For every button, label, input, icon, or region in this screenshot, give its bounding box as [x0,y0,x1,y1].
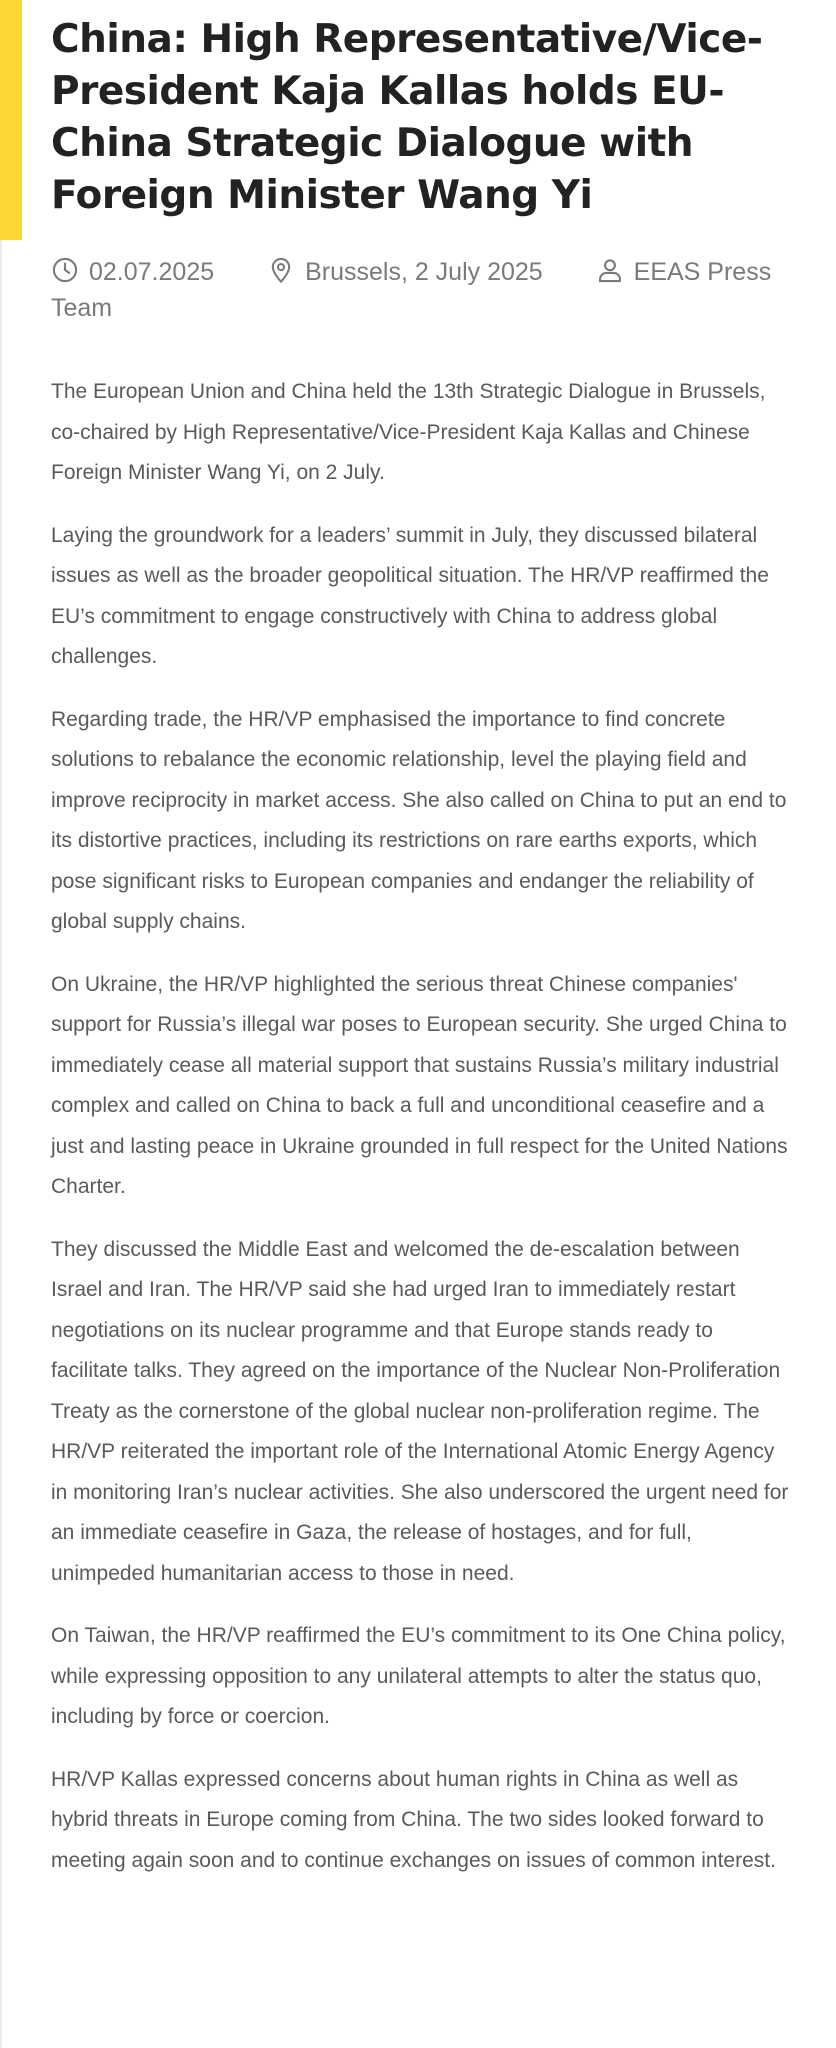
article [51,0,791,1903]
location-pin-icon [267,256,295,284]
article-paragraph: Regarding trade, the HR/VP emphasised the importance to find concrete solutions to rebalance the economic relationship, level the playing field and improve reciprocity in market access. She also called on China to put an end to its distortive practices, including its restrictions on rare earths exports, which pose significant risks to European companies and endanger the reliability of global supply chains. [51,707,787,933]
article-title: China: High Representative/Vice-President Kaja Kallas holds EU-China Strategic Dialogue with Foreign Minister Wang Yi [51,17,763,218]
meta-date [51,258,214,286]
left-border-line [0,0,2,2048]
article-body [51,372,791,1881]
clock-icon [51,256,79,284]
person-icon [596,256,624,284]
meta-date-text: 02.07.2025 [89,258,215,286]
title-accent-bar [0,0,22,240]
article-paragraph: They discussed the Middle East and welcomed the de-escalation between Israel and Iran. The HR/VP said she had urged Iran to immediately restart negotiations on its nuclear programme and that Europe stands ready to facilitate talks. They agreed on the importance of the Nuclear Non-Proliferation Treaty as the cornerstone of the global nuclear non-proliferation regime. The HR/VP reiterated the important role of the International Atomic Energy Agency in monitoring Iran’s nuclear activities. She also underscored the urgent need for an immediate ceasefire in Gaza, the release of hostages, and for full, unimpeded humanitarian access to those in need. [51,1237,789,1585]
article-paragraph: The European Union and China held the 13th Strategic Dialogue in Brussels, co-chaired by High Representative/Vice-President Kaja Kallas and Chinese Foreign Minister Wang Yi, on 2 July. [51,380,766,484]
article-paragraph: On Ukraine, the HR/VP highlighted the serious threat Chinese companies' support for Russia’s illegal war poses to European security. She urged China to immediately cease all material support that sustains Russia’s military industrial complex and called on China to back a full and unconditional ceasefire and a just and lasting peace in Ukraine grounded in full respect for the United Nations Charter. [51,972,788,1198]
article-paragraph: Laying the groundwork for a leaders’ summit in July, they discussed bilateral issues as well as the broader geopolitical situation. The HR/VP reaffirmed the EU’s commitment to engage constructively with China to address global challenges. [51,523,769,668]
meta-author-text: EEAS Press Team [51,258,772,322]
meta-location-text: Brussels, 2 July 2025 [305,258,543,286]
article-paragraph: On Taiwan, the HR/VP reaffirmed the EU’s commitment to its One China policy, while expressing opposition to any unilateral attempts to alter the status quo, including by force or coercion. [51,1624,786,1728]
article-meta [51,254,791,326]
article-paragraph: HR/VP Kallas expressed concerns about human rights in China as well as hybrid threats in Europe coming from China. The two sides looked forward to meeting again soon and to continue exchanges on issues of common interest. [51,1767,776,1872]
meta-location [267,258,543,286]
